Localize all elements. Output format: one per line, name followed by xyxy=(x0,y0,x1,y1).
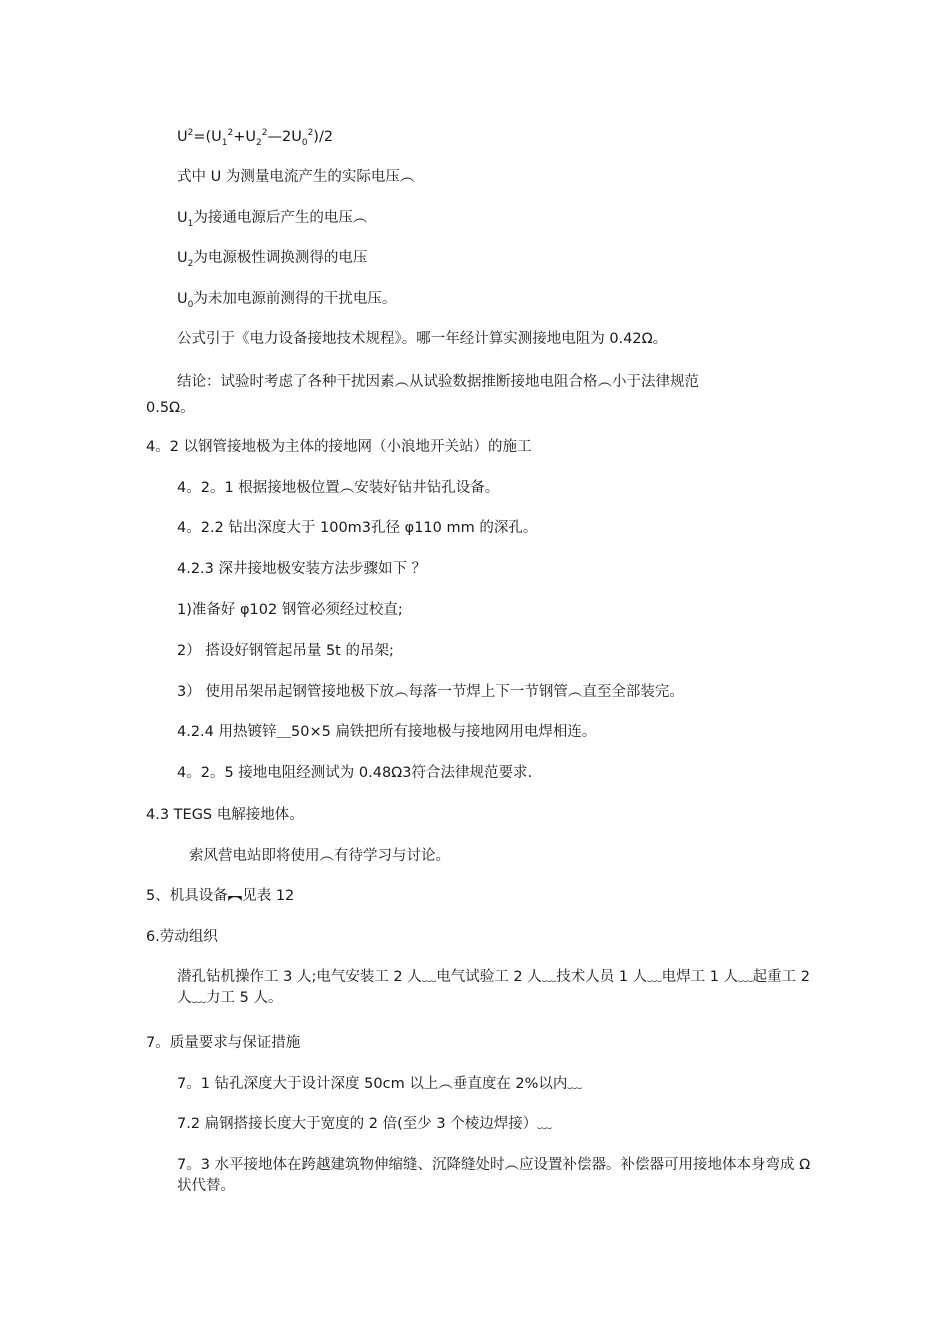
step-1: 1)准备好 φ102 钢管必须经过校直; xyxy=(177,602,403,618)
paragraph-7-2: 7.2 扁钢搭接长度大于宽度的 2 倍(至少 3 个棱边焊接）﹏ xyxy=(177,1116,552,1132)
paragraph-4-2-4: 4.2.4 用热镀锌＿50×5 扁铁把所有接地极与接地网用电焊相连。 xyxy=(177,724,597,740)
paragraph-u2: $U_2$为电源极性调换测得的电压 xyxy=(177,250,368,269)
paragraph-4-2-5: 4。2。5 接地电阻经测试为 0.48Ω3符合法律规范要求. xyxy=(177,765,533,781)
paragraph-u1: $U_1$为接通电源后产生的电压︵ xyxy=(177,210,368,229)
formula: $U^2=(U_1^2+U_2^2—2U_0^2)/2$ xyxy=(177,128,334,148)
paragraph-7-1: 7。1 钻孔深度大于设计深度 50cm 以上︵垂直度在 2%以内﹏ xyxy=(177,1076,582,1092)
paragraph-u: 式中 U 为测量电流产生的实际电压︵ xyxy=(177,169,415,185)
step-2: 2） 搭设好钢管起吊量 5t 的吊架; xyxy=(177,643,394,659)
paragraph-6: 潜孔钻机操作工 3 人;电气安装工 2 人﹏电气试验工 2 人﹏技术人员 1 人﹏电焊工 1 人﹏起重工 2 人﹏力工 5 人。 xyxy=(177,969,810,1006)
paragraph-7-3: 7。3 水平接地体在跨越建筑物伸缩缝、沉降缝处时︵应设置补偿器。补偿器可用接地体本身弯成 Ω 状代替。 xyxy=(177,1157,811,1194)
heading-5: 5、机具设备︻见表 12 xyxy=(146,888,295,904)
paragraph-4-3: 索风营电站即将使用︵有待学习与讨论。 xyxy=(189,848,450,864)
paragraph-source: 公式引于《电力设备接地技术规程》。哪一年经计算实测接地电阻为 0.42Ω。 xyxy=(177,331,668,347)
heading-6: 6.劳动组织 xyxy=(146,929,218,945)
heading-4-2: 4。2 以钢管接地极为主体的接地网（小浪地开关站）的施工 xyxy=(146,439,532,455)
step-3: 3） 使用吊架吊起钢管接地极下放︵每落一节焊上下一节钢管︵直至全部装完。 xyxy=(177,684,684,700)
paragraph-4-2-3: 4.2.3 深井接地极安装方法步骤如下 ？ xyxy=(177,561,427,577)
heading-7: 7。质量要求与保证措施 xyxy=(146,1035,301,1051)
paragraph-conclusion-cont: 0.5Ω。 xyxy=(146,400,195,416)
paragraph-u0: $U_0$为未加电源前测得的干扰电压。 xyxy=(177,291,397,310)
paragraph-4-2-2: 4。2.2 钻出深度大于 100m3孔径 φ110 mm 的深孔。 xyxy=(177,520,538,536)
heading-4-3: 4.3 TEGS 电解接地体。 xyxy=(146,807,304,823)
paragraph-4-2-1: 4。2。1 根据接地极位置︵安装好钻井钻孔设备。 xyxy=(177,480,500,496)
paragraph-conclusion: 结论：试验时考虑了各种干扰因素︵从试验数据推断接地电阻合格︵小于法律规范 xyxy=(177,374,699,390)
